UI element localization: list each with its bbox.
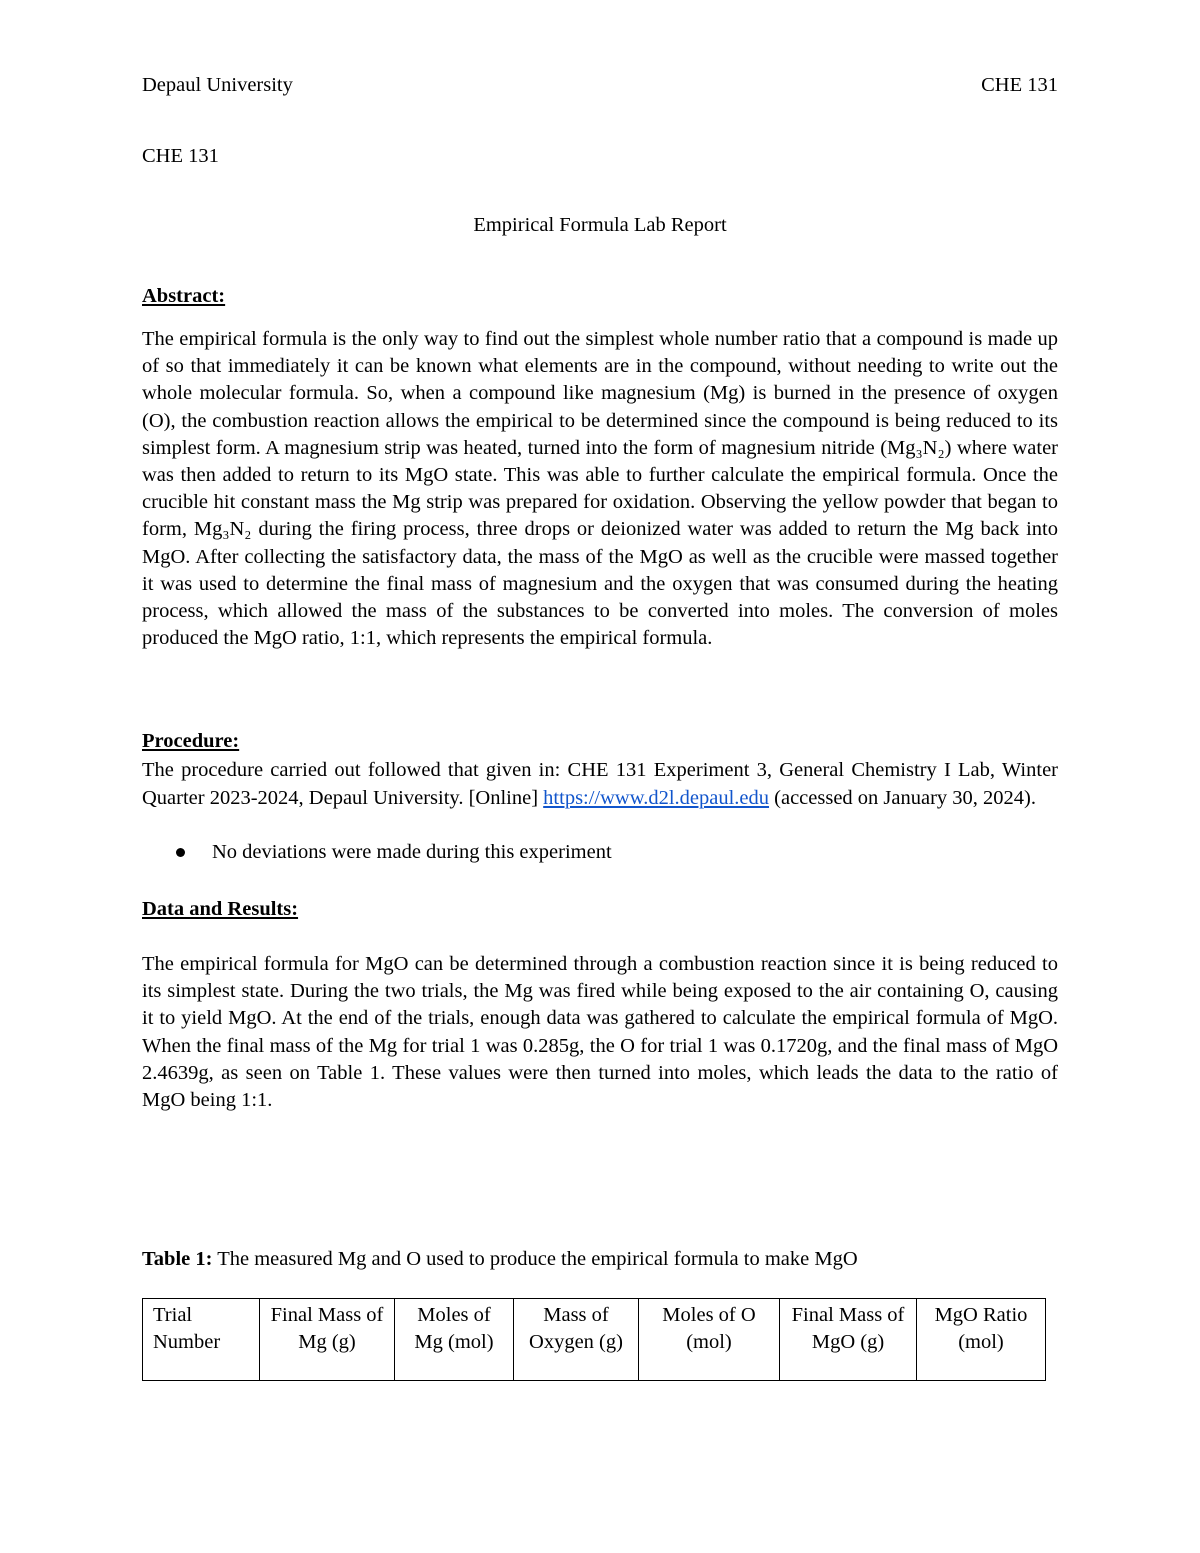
data-table [142, 1298, 1046, 1381]
abstract-body: The empirical formula is the only way to find out the simplest whole number ratio that a compound is made up of so that immediately it can be known what elements are in the compound, without needing to write out the whole molecular formula. So, when a compound like magnesium (Mg) is burned in the presence of oxygen (O), the combustion reaction allows the empirical to be determined since the compound is being reduced to its simplest form. A magnesium strip was heated, turned into the form of magnesium nitride (Mg₃N₂) where water was then added to return to its MgO state. This was able to further calculate the empirical formula. Once the crucible hit constant mass the Mg strip was prepared for oxidation. Observing the yellow powder that began to form, Mg₃N₂ during the firing process, three drops or deionized water was added to return the Mg back into MgO. After collecting the satisfactory data, the mass of the MgO as well as the crucible were massed together it was used to determine the final mass of magnesium and the oxygen that was consumed during the heating process, which allowed the mass of the substances to be converted into moles. The conversion of moles produced the MgO ratio, 1:1, which represents the empirical formula. [142, 328, 1058, 650]
column-header: Final Mass of Mg (g) [260, 1299, 395, 1381]
header-course: CHE 131 [981, 74, 1058, 96]
list-item [174, 841, 612, 864]
column-header: Trial Number [143, 1299, 260, 1381]
table-caption-label: Table 1: [142, 1248, 213, 1270]
report-title: Empirical Formula Lab Report [473, 214, 727, 236]
column-header: MgO Ratio (mol) [917, 1299, 1046, 1381]
procedure-text: The procedure carried out followed that given in: CHE 131 Experiment 3, General Chemistry I Lab, Winter Quarter 2023-2024, Depaul University. [Online] [142, 759, 1058, 809]
column-header: Moles of Mg (mol) [395, 1299, 514, 1381]
course-code: CHE 131 [142, 145, 219, 167]
data-results-heading: Data and Results: [142, 898, 299, 920]
bullet-text: No deviations were made during this experiment [212, 841, 612, 863]
column-header: Mass of Oxygen (g) [514, 1299, 639, 1381]
table-caption-text: The measured Mg and O used to produce the empirical formula to make MgO [212, 1248, 858, 1270]
procedure-link[interactable]: https://www.d2l.depaul.edu [543, 786, 770, 809]
column-header: Final Mass of MgO (g) [780, 1299, 917, 1381]
procedure-access-date: (accessed on January 30, 2024). [769, 786, 1037, 809]
procedure-heading: Procedure: [142, 730, 240, 752]
abstract-heading: Abstract: [142, 285, 226, 307]
data-results-body: The empirical formula for MgO can be determined through a combustion reaction since it is being reduced to its simplest state. During the two trials, the Mg was fired while being exposed to the air containing O, causing it to yield MgO. At the end of the trials, enough data was gathered to calculate the empirical formula of MgO. When the final mass of the Mg for trial 1 was 0.285g, the O for trial 1 was 0.1720g, and the final mass of MgO 2.4639g, as seen on Table 1. These values were then turned into moles, which leads the data to the ratio of MgO being 1:1. [142, 953, 1058, 1112]
table-caption [142, 1248, 858, 1271]
bullet-icon [176, 848, 185, 857]
header-institution: Depaul University [142, 74, 293, 96]
table-header-row [143, 1299, 1046, 1381]
procedure-body [142, 757, 1058, 812]
column-header: Moles of O (mol) [639, 1299, 780, 1381]
